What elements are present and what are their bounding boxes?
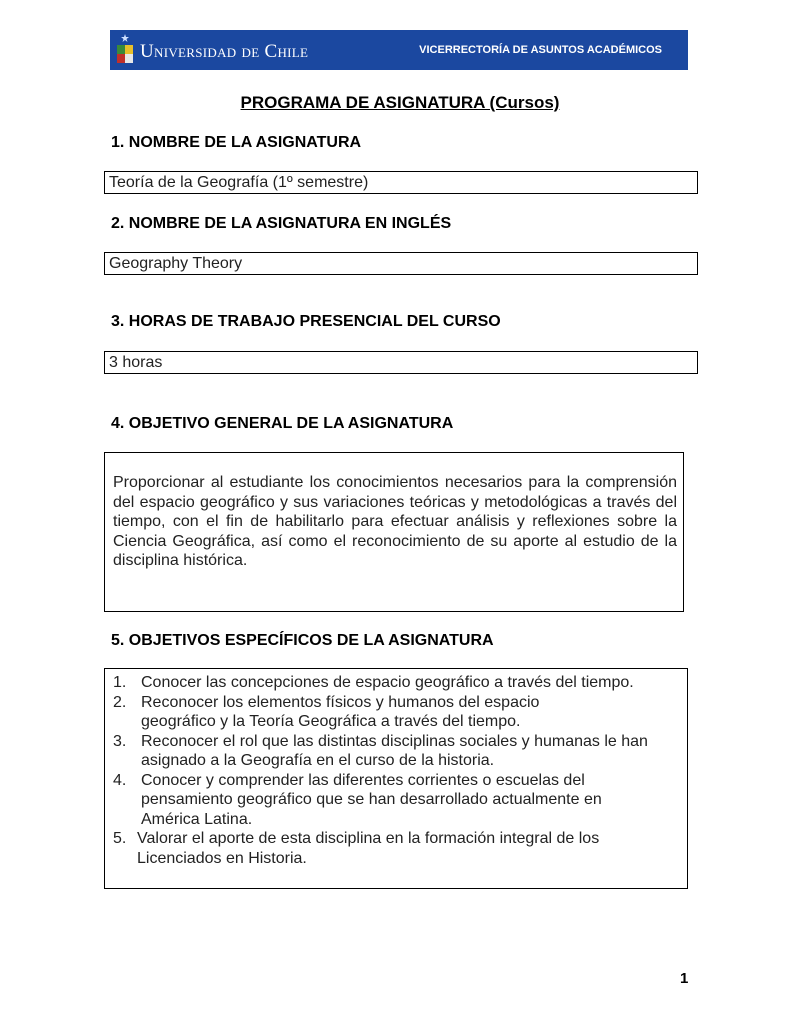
item-number: 2. (113, 693, 127, 711)
item-text: Conocer y comprender las diferentes corrientes o escuelas del pensamiento geográfico que se han desarrollado actualmente en América Latina. (141, 771, 602, 828)
list-item (113, 693, 681, 732)
list-item (113, 732, 681, 771)
section-1-box: Teoría de la Geografía (1º semestre) (104, 171, 698, 194)
list-item (113, 673, 681, 693)
section-4-heading: 4. OBJETIVO GENERAL DE LA ASIGNATURA (111, 415, 454, 432)
section-5-box (104, 668, 688, 889)
section-2-heading: 2. NOMBRE DE LA ASIGNATURA EN INGLÉS (111, 215, 452, 232)
university-logo-icon (116, 34, 134, 66)
page-number: 1 (680, 970, 689, 987)
section-2-box: Geography Theory (104, 252, 698, 275)
item-number: 4. (113, 771, 127, 789)
list-item (113, 829, 681, 868)
item-number: 3. (113, 732, 127, 750)
list-item (113, 771, 681, 830)
item-text: Conocer las concepciones de espacio geográfico a través del tiempo. (141, 674, 634, 691)
university-name: Universidad de Chile (140, 41, 309, 62)
item-text: Reconocer los elementos físicos y humanos del espacio geográfico y la Teoría Geográfica a través del tiempo. (141, 693, 540, 730)
item-text: Reconocer el rol que las distintas disciplinas sociales y humanas le han asignado a la Geografía en el curso de la historia. (141, 732, 648, 769)
header-banner (110, 30, 688, 70)
section-4-box: Proporcionar al estudiante los conocimientos necesarios para la comprensión del espacio geográfico y sus variaciones teóricas y metodológicas a través del tiempo, con el fin de habilitarlo para efectuar análisis y reflexiones sobre la Ciencia Geográfica, así como el reconocimiento de su aporte al estudio de la disciplina histórica. (104, 452, 684, 612)
section-1-heading: 1. NOMBRE DE LA ASIGNATURA (111, 134, 362, 151)
section-5-heading: 5. OBJETIVOS ESPECÍFICOS DE LA ASIGNATURA (111, 632, 494, 649)
item-number: 1. (113, 674, 127, 691)
document-title: PROGRAMA DE ASIGNATURA (Cursos) (240, 93, 560, 112)
unit-name: VICERRECTORÍA DE ASUNTOS ACADÉMICOS (419, 44, 662, 56)
item-number: 5. (113, 830, 127, 847)
section-3-heading: 3. HORAS DE TRABAJO PRESENCIAL DEL CURSO (111, 313, 501, 330)
item-text: Valorar el aporte de esta disciplina en la formación integral de los Licenciados en Historia. (137, 830, 600, 867)
section-3-box: 3 horas (104, 351, 698, 374)
